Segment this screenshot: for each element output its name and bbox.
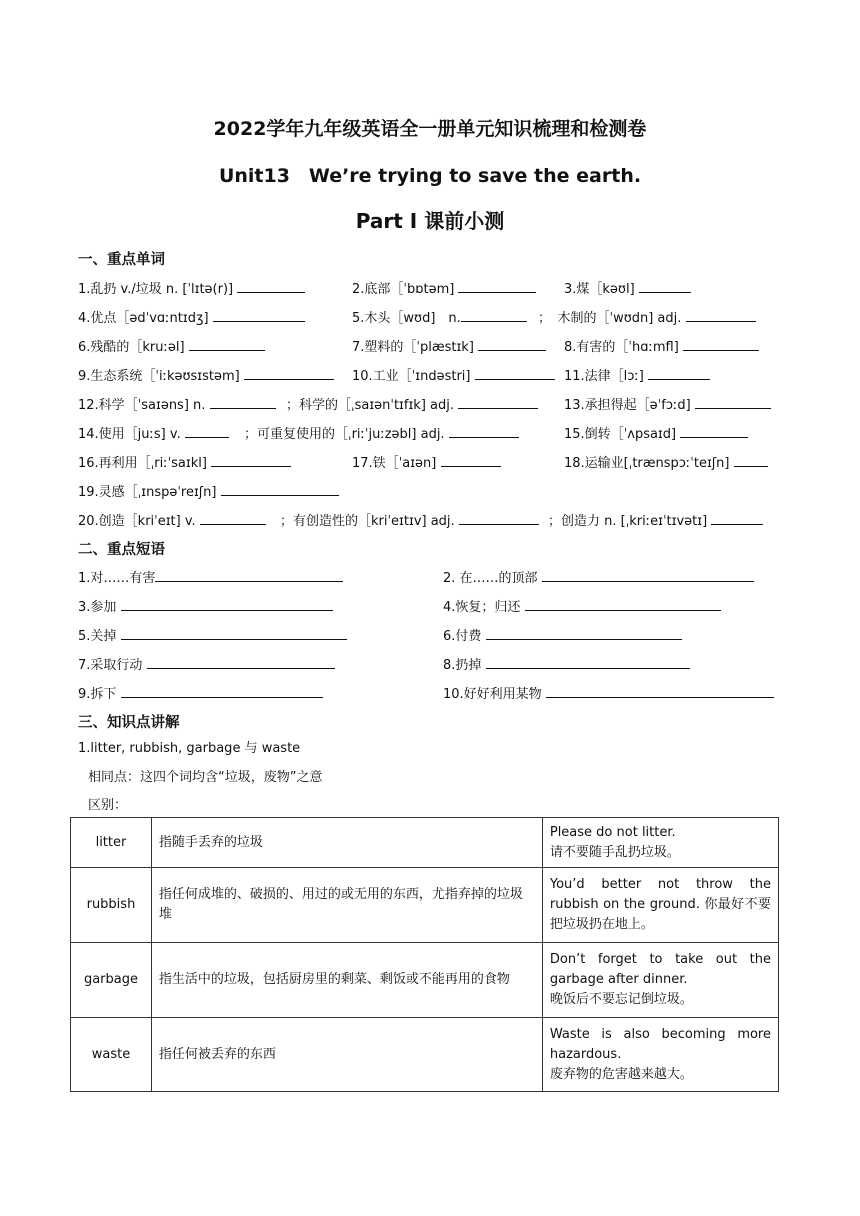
table-row — [71, 868, 779, 943]
vocab-item: ；可重复使用的［ˌriːˈjuːzəbl] adj. — [244, 423, 519, 444]
point-title: 1.litter, rubbish, garbage 与 waste — [78, 741, 301, 756]
vocab-item: ；创造力 n. [ˌkriːeɪˈtɪvətɪ] — [548, 510, 763, 531]
vocab-item: 19.灵感［ˌɪnspəˈreɪʃn] — [78, 481, 339, 502]
example-english: Please do not litter. — [549, 824, 676, 840]
vocab-item: 1.乱扔 v./垃圾 n. [ˈlɪtə(r)] — [78, 278, 305, 299]
example-english: Waste is also becoming more hazardous. — [549, 1026, 771, 1062]
phrase-item: 8.扔掉 — [443, 654, 690, 675]
worksheet-title: 2022学年九年级英语全一册单元知识梳理和检测卷 — [213, 118, 647, 140]
vocab-item: 14.使用［juːs] v. — [78, 423, 229, 444]
phrases-heading: 二、重点短语 — [78, 542, 165, 558]
vocab-item: ； 木制的［ˈwʊdn] adj. — [538, 307, 756, 328]
same-point: 相同点：这四个词均含“垃圾，废物”之意 — [88, 770, 323, 785]
meaning-cell: 指生活中的垃圾，包括厨房里的剩菜、剩饭或不能再用的食物 — [151, 943, 542, 1018]
difference-label: 区别： — [88, 798, 128, 813]
example-chinese: 废弃物的危害越来越大。 — [549, 1066, 693, 1082]
table-row — [71, 943, 779, 1018]
phrase-item: 6.付费 — [443, 625, 682, 646]
word-cell: rubbish — [71, 868, 152, 943]
meaning-cell: 指随手丢弃的垃圾 — [151, 818, 542, 868]
vocab-item: 6.残酷的［kruːəl] — [78, 336, 265, 357]
vocab-item: 4.优点［ədˈvɑːntɪdʒ] — [78, 307, 305, 328]
vocab-item: 9.生态系统［ˈiːkəʊsɪstəm] — [78, 365, 334, 386]
vocab-item: 13.承担得起［əˈfɔːd] — [564, 394, 771, 415]
phrase-item: 9.拆下 — [78, 683, 323, 704]
vocab-item: 18.运输业[ˌtrænspɔːˈteɪʃn] — [564, 452, 768, 473]
phrase-item: 1.对……有害 — [78, 567, 343, 588]
meaning-cell: 指任何被丢弃的东西 — [151, 1018, 542, 1092]
vocab-item: 3.煤［kəʊl] — [564, 278, 691, 299]
word-cell: litter — [71, 818, 152, 868]
phrase-item: 2. 在……的顶部 — [443, 567, 754, 588]
part-title: Part I 课前小测 — [355, 209, 505, 233]
table-row — [71, 1018, 779, 1092]
vocab-heading: 一、重点单词 — [78, 252, 165, 268]
vocab-item: ；有创造性的［kriˈeɪtɪv] adj. — [280, 510, 539, 531]
word-cell: garbage — [71, 943, 152, 1018]
knowledge-heading: 三、知识点讲解 — [78, 715, 180, 731]
example-chinese: 请不要随手乱扔垃圾。 — [549, 844, 680, 860]
example-cell — [542, 818, 778, 868]
vocab-item: 7.塑料的［ˈplæstɪk] — [352, 336, 546, 357]
meaning-cell: 指任何成堆的、破损的、用过的或无用的东西，尤指弃掉的垃圾堆 — [151, 868, 542, 943]
phrase-item: 5.关掉 — [78, 625, 347, 646]
word-cell: waste — [71, 1018, 152, 1092]
vocab-item: 11.法律［lɔː] — [564, 365, 710, 386]
example-cell — [542, 868, 778, 943]
example-chinese: 晚饭后不要忘记倒垃圾。 — [549, 992, 693, 1007]
vocab-item: 12.科学［ˈsaɪəns] n. — [78, 394, 276, 415]
vocab-item: 17.铁［ˈaɪən] — [352, 452, 501, 473]
vocab-item: 16.再利用［ˌriːˈsaɪkl] — [78, 452, 291, 473]
vocab-item: 20.创造［kriˈeɪt] v. — [78, 510, 266, 531]
vocab-item: 2.底部［ˈbɒtəm] — [352, 278, 536, 299]
comparison-table — [70, 817, 779, 1092]
vocab-item: ；科学的［ˌsaɪənˈtɪfɪk] adj. — [286, 394, 538, 415]
table-row — [71, 818, 779, 868]
phrase-item: 3.参加 — [78, 596, 333, 617]
example-english: You’d better not throw the rubbish on the ground. 你最好不要把垃圾扔在地上。 — [549, 877, 771, 932]
phrase-item: 10.好好利用某物 — [443, 683, 774, 704]
example-cell — [542, 943, 778, 1018]
vocab-item: 15.倒转［ˈʌpsaɪd] — [564, 423, 748, 444]
phrase-item: 4.恢复；归还 — [443, 596, 721, 617]
vocab-item: 5.木头［wʊd] n. — [352, 307, 527, 328]
vocab-item: 10.工业［ˈɪndəstri] — [352, 365, 555, 386]
unit-title: Unit13 We’re trying to save the earth. — [218, 165, 642, 187]
example-english: Don’t forget to take out the garbage after dinner. — [549, 952, 771, 987]
vocab-item: 8.有害的［ˈhɑːmfl] — [564, 336, 759, 357]
phrase-item: 7.采取行动 — [78, 654, 335, 675]
example-cell — [542, 1018, 778, 1092]
